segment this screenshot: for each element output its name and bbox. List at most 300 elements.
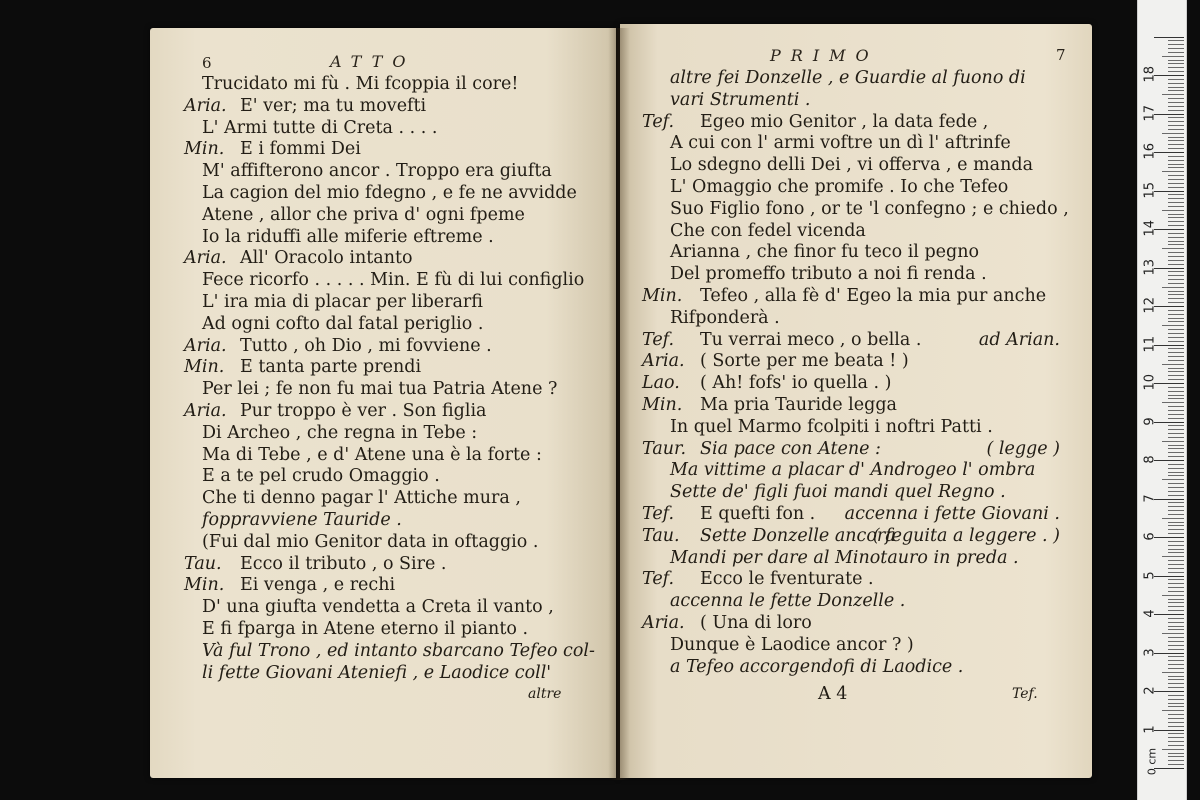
text-line: Ei venga , e rechi <box>240 575 396 596</box>
ruler-tick <box>1168 341 1184 342</box>
ruler-tick <box>1168 202 1184 203</box>
ruler-number: 6 <box>1142 532 1158 541</box>
ruler-tick <box>1168 703 1184 704</box>
text-line: E i fommi Dei <box>240 139 361 160</box>
ruler-tick <box>1154 37 1184 38</box>
text-line: Ma pria Tauride legga <box>700 395 897 415</box>
ruler-tick <box>1154 383 1184 384</box>
ruler-tick <box>1168 117 1184 118</box>
ruler-tick <box>1168 137 1184 138</box>
ruler-tick <box>1168 198 1184 199</box>
ruler-tick <box>1168 668 1184 669</box>
ruler-tick <box>1168 583 1184 584</box>
ruler-tick <box>1168 487 1184 488</box>
ruler-number: 14 <box>1142 219 1158 237</box>
text-line: Ma vittime a placar d' Androgeo l' ombra <box>670 460 1036 481</box>
ruler-tick <box>1168 745 1184 746</box>
ruler-number: 12 <box>1142 296 1158 314</box>
ruler-tick <box>1168 764 1184 765</box>
text-line: L' ira mia di placar per liberarfi <box>202 292 483 312</box>
speaker-name: Tef. <box>642 111 675 132</box>
ruler-tick <box>1168 541 1184 542</box>
catchword: altre <box>528 686 562 703</box>
speaker-name: Min. <box>642 395 683 415</box>
ruler-tick <box>1154 614 1184 615</box>
ruler-tick <box>1168 291 1184 292</box>
ruler-tick <box>1168 48 1184 49</box>
ruler-tick <box>1154 499 1184 500</box>
ruler-tick <box>1168 275 1184 276</box>
ruler-tick <box>1168 279 1184 280</box>
ruler-tick <box>1162 171 1184 172</box>
ruler-tick <box>1154 229 1184 230</box>
text-line: E quefti fon . <box>700 504 816 524</box>
right-page-number: 7 <box>1056 46 1066 64</box>
text-line: (Fui dal mio Genitor data in oftaggio . <box>202 531 539 552</box>
ruler-tick <box>1168 83 1184 84</box>
ruler-tick <box>1168 649 1184 650</box>
ruler-tick <box>1162 710 1184 711</box>
speaker-name: Aria. <box>642 613 685 633</box>
ruler-tick <box>1168 387 1184 388</box>
ruler-tick <box>1168 179 1184 180</box>
ruler-number: 5 <box>1142 570 1158 580</box>
ruler-tick <box>1168 699 1184 700</box>
ruler-tick <box>1168 395 1184 396</box>
ruler-tick <box>1168 483 1184 484</box>
ruler-tick <box>1168 360 1184 361</box>
ruler-tick <box>1168 495 1184 496</box>
ruler-tick <box>1168 414 1184 415</box>
speaker-name: Min. <box>184 357 225 378</box>
ruler-tick <box>1168 379 1184 380</box>
text-line: Rifponderà . <box>670 307 780 328</box>
left-page <box>150 28 616 778</box>
text-line: L' Omaggio che promife . Io che Tefeo <box>670 177 1009 197</box>
ruler-tick <box>1168 63 1184 64</box>
ruler-tick <box>1162 441 1184 442</box>
ruler-number: 18 <box>1142 65 1158 83</box>
ruler-tick <box>1168 437 1184 438</box>
text-line: Tu verrai meco , o bella . <box>700 329 922 350</box>
stage-direction: ( legge ) <box>986 438 1060 459</box>
ruler-tick <box>1154 306 1184 307</box>
speaker-name: Aria. <box>184 335 227 356</box>
ruler-tick <box>1168 714 1184 715</box>
ruler-tick <box>1168 706 1184 707</box>
ruler-tick <box>1168 260 1184 261</box>
speaker-name: Lao. <box>642 373 680 394</box>
ruler-tick <box>1154 152 1184 153</box>
ruler-unit-label: 0 cm <box>1145 747 1159 776</box>
text-line: ( Una di loro <box>700 613 812 633</box>
ruler-tick <box>1168 676 1184 677</box>
text-line: Atene , allor che priva d' ogni fpeme <box>202 204 525 225</box>
text-line: E' ver; ma tu movefti <box>240 95 427 116</box>
ruler-tick <box>1168 448 1184 449</box>
speaker-name: Aria. <box>184 401 227 421</box>
ruler-tick <box>1168 221 1184 222</box>
ruler-tick <box>1154 191 1184 192</box>
ruler-tick <box>1168 406 1184 407</box>
ruler-tick <box>1168 572 1184 573</box>
text-line: Lo sdegno delli Dei , vi offerva , e manda <box>670 155 1034 176</box>
text-line: accenna le fette Donzelle . <box>670 591 906 612</box>
ruler-tick <box>1154 691 1184 692</box>
ruler-tick <box>1168 233 1184 234</box>
text-line: All' Oracolo intanto <box>240 248 413 269</box>
ruler-tick <box>1162 633 1184 634</box>
left-page-number: 6 <box>202 54 212 72</box>
ruler-number: 7 <box>1142 493 1158 503</box>
ruler-tick <box>1168 491 1184 492</box>
text-line: M' affifterono ancor . Troppo era giufta <box>202 161 552 182</box>
ruler-number: 9 <box>1142 416 1158 426</box>
ruler-tick <box>1168 183 1184 184</box>
speaker-name: Aria. <box>184 95 227 116</box>
ruler-tick <box>1162 248 1184 249</box>
open-book <box>150 28 1095 780</box>
text-line: Sia pace con Atene : <box>700 438 881 459</box>
ruler-tick <box>1168 283 1184 284</box>
ruler-tick <box>1154 114 1184 115</box>
ruler-tick <box>1154 75 1184 76</box>
ruler-tick <box>1154 537 1184 538</box>
text-line: Ecco il tributo , o Sire . <box>240 553 447 574</box>
ruler-tick <box>1168 602 1184 603</box>
ruler-tick <box>1168 660 1184 661</box>
stage-direction: ad Arian. <box>978 329 1060 350</box>
ruler-tick <box>1168 241 1184 242</box>
ruler-tick <box>1154 422 1184 423</box>
speaker-name: Tau. <box>184 553 222 574</box>
text-line: Sette de' figli fuoi mandi quel Regno . <box>670 482 1006 503</box>
ruler-tick <box>1162 479 1184 480</box>
ruler-tick <box>1168 514 1184 515</box>
ruler-tick <box>1168 587 1184 588</box>
ruler-tick <box>1168 375 1184 376</box>
text-line: Arianna , che finor fu teco il pegno <box>670 242 980 263</box>
speaker-name: Tef. <box>642 329 675 350</box>
ruler-tick <box>1154 576 1184 577</box>
text-line: Dunque è Laodice ancor ? ) <box>670 634 914 655</box>
ruler-tick <box>1168 71 1184 72</box>
ruler-tick <box>1168 637 1184 638</box>
ruler-tick <box>1168 110 1184 111</box>
ruler-tick <box>1162 518 1184 519</box>
ruler-tick <box>1168 87 1184 88</box>
ruler-tick <box>1162 402 1184 403</box>
ruler-tick <box>1168 252 1184 253</box>
text-line: Và ful Trono , ed intanto sbarcano Tefeo col- <box>202 640 595 661</box>
ruler-tick <box>1168 533 1184 534</box>
ruler-tick <box>1168 568 1184 569</box>
ruler-tick <box>1168 522 1184 523</box>
ruler-tick <box>1168 321 1184 322</box>
ruler-tick <box>1168 310 1184 311</box>
text-line: a Tefeo accorgendofi di Laodice . <box>670 656 964 677</box>
text-line: Egeo mio Genitor , la data fede , <box>700 111 989 132</box>
ruler-tick <box>1162 364 1184 365</box>
left-running-head: ATTO <box>330 52 416 71</box>
ruler-tick <box>1168 510 1184 511</box>
ruler-tick <box>1168 294 1184 295</box>
ruler-tick <box>1162 595 1184 596</box>
ruler-tick <box>1154 768 1184 769</box>
stage-direction: ( feguita a leggere . ) <box>872 525 1060 546</box>
ruler-tick <box>1154 345 1184 346</box>
ruler-tick <box>1168 452 1184 453</box>
text-line: Del promeffo tributo a noi fi renda . <box>670 264 987 285</box>
ruler-tick <box>1168 371 1184 372</box>
text-line: ( Ah! fofs' io quella . ) <box>700 373 892 394</box>
ruler-number: 3 <box>1142 647 1158 657</box>
text-line: Tefeo , alla fè d' Egeo la mia pur anche <box>700 286 1047 306</box>
text-line: Fece ricorfo . . . . . Min. E fù di lui configlio <box>202 270 585 291</box>
ruler-tick <box>1168 529 1184 530</box>
speaker-name: Aria. <box>184 248 227 269</box>
ruler-tick <box>1154 653 1184 654</box>
ruler-tick <box>1168 264 1184 265</box>
ruler-tick <box>1168 733 1184 734</box>
text-line: altre fei Donzelle , e Guardie al fuono di <box>670 68 1026 88</box>
ruler-tick <box>1162 287 1184 288</box>
ruler-tick <box>1168 352 1184 353</box>
ruler-tick <box>1168 468 1184 469</box>
text-line: Che con fedel vicenda <box>670 220 866 241</box>
ruler-number: 17 <box>1142 104 1158 121</box>
text-line: Io la riduffi alle miferie eftreme . <box>202 226 494 247</box>
ruler-tick <box>1168 391 1184 392</box>
ruler-tick <box>1154 460 1184 461</box>
ruler-tick <box>1168 194 1184 195</box>
ruler-tick <box>1154 268 1184 269</box>
ruler-tick <box>1168 79 1184 80</box>
ruler-tick <box>1168 214 1184 215</box>
ruler-number: 8 <box>1142 455 1158 464</box>
ruler-tick <box>1168 464 1184 465</box>
ruler-tick <box>1168 298 1184 299</box>
text-line: Trucidato mi fù . Mi fcoppia il core! <box>202 74 519 94</box>
ruler-tick <box>1168 40 1184 41</box>
ruler-tick <box>1168 314 1184 315</box>
ruler-tick <box>1168 90 1184 91</box>
speaker-name: Aria. <box>642 351 685 372</box>
ruler-tick <box>1168 302 1184 303</box>
ruler-tick <box>1168 618 1184 619</box>
ruler-tick <box>1168 175 1184 176</box>
ruler-tick <box>1168 144 1184 145</box>
text-line: Per lei ; fe non fu mai tua Patria Atene ? <box>202 379 558 400</box>
ruler-tick <box>1168 271 1184 272</box>
ruler-tick <box>1168 44 1184 45</box>
ruler-tick <box>1168 337 1184 338</box>
measuring-ruler <box>1137 0 1187 800</box>
text-line: In quel Marmo fcolpiti i noftri Patti . <box>670 416 993 437</box>
book-gutter <box>608 28 630 780</box>
text-line: La cagion del mio fdegno , e fe ne avvidde <box>202 183 577 203</box>
speaker-name: Min. <box>184 139 225 160</box>
ruler-number: 2 <box>1142 686 1158 695</box>
right-running-head: PRIMO <box>770 46 879 65</box>
text-line: Ma di Tebe , e d' Atene una è la forte : <box>202 444 542 465</box>
ruler-tick <box>1168 129 1184 130</box>
ruler-tick <box>1168 418 1184 419</box>
text-line: Ad ogni cofto dal fatal periglio . <box>202 313 484 334</box>
ruler-tick <box>1162 56 1184 57</box>
ruler-tick <box>1168 156 1184 157</box>
ruler-tick <box>1168 106 1184 107</box>
ruler-tick <box>1168 591 1184 592</box>
ruler-tick <box>1162 210 1184 211</box>
ruler-tick <box>1168 187 1184 188</box>
text-line: li fette Giovani Ateniefi , e Laodice coll' <box>202 662 552 683</box>
ruler-tick <box>1168 445 1184 446</box>
speaker-name: Tef. <box>642 504 675 524</box>
speaker-name: Tau. <box>642 525 680 546</box>
ruler-tick <box>1168 60 1184 61</box>
ruler-tick <box>1168 333 1184 334</box>
ruler-tick <box>1168 329 1184 330</box>
ruler-tick <box>1168 641 1184 642</box>
ruler-tick <box>1168 256 1184 257</box>
ruler-number: 15 <box>1142 181 1158 198</box>
ruler-tick <box>1168 722 1184 723</box>
ruler-tick <box>1168 579 1184 580</box>
ruler-tick <box>1168 102 1184 103</box>
text-line: Pur troppo è ver . Son figlia <box>240 401 487 421</box>
ruler-tick <box>1168 564 1184 565</box>
ruler-tick <box>1168 410 1184 411</box>
ruler-tick <box>1162 133 1184 134</box>
ruler-tick <box>1168 160 1184 161</box>
ruler-tick <box>1168 318 1184 319</box>
ruler-tick <box>1168 167 1184 168</box>
ruler-number: 16 <box>1142 142 1158 160</box>
ruler-tick <box>1168 348 1184 349</box>
text-line: Ecco le fventurate . <box>700 569 874 590</box>
ruler-tick <box>1168 433 1184 434</box>
ruler-number: 13 <box>1142 258 1158 275</box>
ruler-tick <box>1168 599 1184 600</box>
ruler-tick <box>1168 737 1184 738</box>
ruler-tick <box>1168 429 1184 430</box>
ruler-tick <box>1168 398 1184 399</box>
ruler-tick <box>1168 656 1184 657</box>
ruler-tick <box>1168 622 1184 623</box>
ruler-tick <box>1168 687 1184 688</box>
ruler-tick <box>1168 760 1184 761</box>
text-line: L' Armi tutte di Creta . . . . <box>202 117 438 138</box>
ruler-tick <box>1168 98 1184 99</box>
ruler-number: 10 <box>1142 373 1158 391</box>
ruler-tick <box>1168 225 1184 226</box>
ruler-tick <box>1168 121 1184 122</box>
text-line: E tanta parte prendi <box>240 357 422 378</box>
ruler-tick <box>1168 425 1184 426</box>
text-line: Sette Donzelle ancora <box>700 525 896 546</box>
ruler-tick <box>1162 94 1184 95</box>
ruler-tick <box>1168 560 1184 561</box>
ruler-tick <box>1168 475 1184 476</box>
text-line: Di Archeo , che regna in Tebe : <box>202 422 478 443</box>
ruler-tick <box>1168 606 1184 607</box>
ruler-tick <box>1168 683 1184 684</box>
speaker-name: Min. <box>642 286 683 306</box>
ruler-number: 11 <box>1142 335 1158 352</box>
ruler-tick <box>1168 695 1184 696</box>
ruler-tick <box>1168 726 1184 727</box>
ruler-tick <box>1168 148 1184 149</box>
ruler-tick <box>1162 556 1184 557</box>
ruler-tick <box>1168 629 1184 630</box>
ruler-tick <box>1162 749 1184 750</box>
ruler-tick <box>1168 525 1184 526</box>
text-line: foppravviene Tauride . <box>202 510 402 530</box>
text-line: vari Strumenti . <box>670 89 811 110</box>
signature-mark: A 4 <box>818 684 848 704</box>
ruler-number: 1 <box>1142 724 1158 734</box>
ruler-tick <box>1168 368 1184 369</box>
ruler-tick <box>1168 67 1184 68</box>
ruler-tick <box>1168 718 1184 719</box>
text-line: E a te pel crudo Omaggio . <box>202 466 440 487</box>
ruler-tick <box>1168 206 1184 207</box>
ruler-tick <box>1168 356 1184 357</box>
speaker-name: Taur. <box>642 438 687 459</box>
ruler-tick <box>1168 52 1184 53</box>
text-line: ( Sorte per me beata ! ) <box>700 351 909 372</box>
ruler-tick <box>1168 545 1184 546</box>
text-line: E fi fparga in Atene eterno il pianto . <box>202 619 529 639</box>
ruler-tick <box>1168 753 1184 754</box>
text-line: Che ti denno pagar l' Attiche mura , <box>202 488 521 509</box>
ruler-tick <box>1168 664 1184 665</box>
ruler-tick <box>1168 506 1184 507</box>
text-line: Tutto , oh Dio , mi fovviene . <box>240 335 492 356</box>
text-line: Mandi per dare al Minotauro in preda . <box>670 547 1019 568</box>
speaker-name: Min. <box>184 575 225 596</box>
ruler-tick <box>1168 140 1184 141</box>
ruler-tick <box>1168 164 1184 165</box>
ruler-tick <box>1168 244 1184 245</box>
ruler-tick <box>1168 552 1184 553</box>
ruler-tick <box>1162 672 1184 673</box>
ruler-tick <box>1168 741 1184 742</box>
ruler-tick <box>1168 217 1184 218</box>
stage-direction: accenna i fette Giovani . <box>844 504 1060 524</box>
ruler-tick <box>1168 502 1184 503</box>
ruler-number: 4 <box>1142 609 1158 618</box>
speaker-name: Tef. <box>642 569 675 590</box>
ruler-tick <box>1154 730 1184 731</box>
text-line: D' una giufta vendetta a Creta il vanto , <box>202 597 554 618</box>
ruler-tick <box>1168 125 1184 126</box>
ruler-tick <box>1168 645 1184 646</box>
ruler-tick <box>1162 325 1184 326</box>
ruler-tick <box>1168 626 1184 627</box>
ruler-tick <box>1168 610 1184 611</box>
catchword: Tef. <box>1012 686 1038 702</box>
ruler-tick <box>1168 472 1184 473</box>
text-line: A cui con l' armi voftre un dì l' aftrinfe <box>670 133 1011 154</box>
ruler-tick <box>1168 456 1184 457</box>
ruler-tick <box>1168 549 1184 550</box>
text-line: Suo Figlio fono , or te 'l confegno ; e chiedo , <box>670 198 1069 219</box>
right-page <box>620 24 1092 778</box>
ruler-tick <box>1168 756 1184 757</box>
ruler-tick <box>1168 679 1184 680</box>
